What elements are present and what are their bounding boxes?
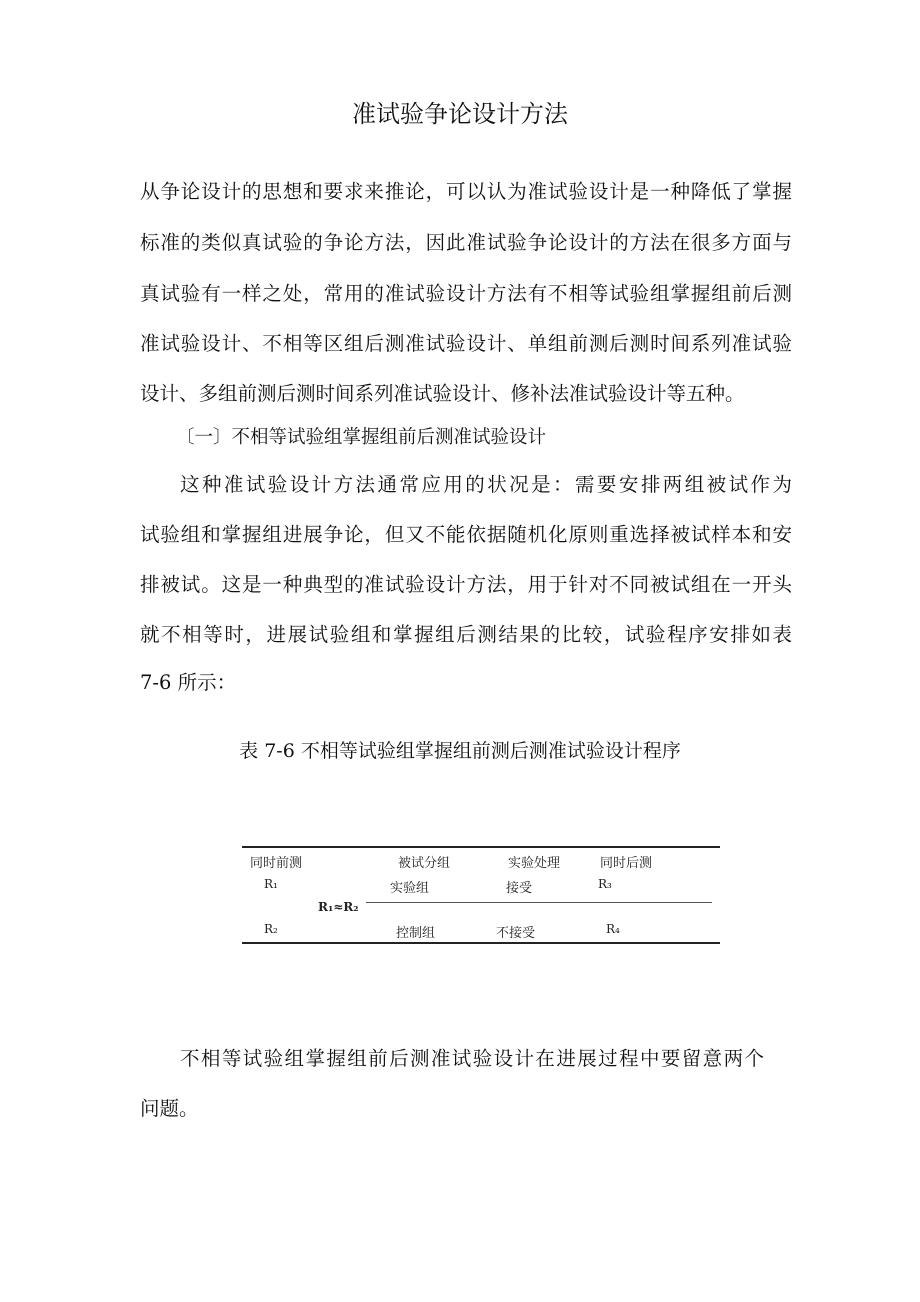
paragraph-line: 就不相等时，进展试验组和掌握组后测结果的比较，试验程序安排如表 [140, 623, 792, 646]
table-header: 同时后测 [600, 856, 653, 871]
table-cell: R₁ [264, 877, 278, 891]
intro-line: 准试验设计、不相等区组后测准试验设计、单组前测后测时间系列准试验 [140, 332, 792, 355]
paragraph-line: 问题。 [140, 1097, 199, 1120]
table-cell: 实验组 [390, 881, 430, 896]
intro-line: 标准的类似真试验的争论方法，因此准试验争论设计的方法在很多方面与 [140, 231, 792, 254]
table-cell: R₃ [598, 877, 612, 891]
table-cell: 接受 [506, 881, 533, 896]
table-cell: 控制组 [396, 926, 436, 941]
intro-line: 从争论设计的思想和要求来推论，可以认为准试验设计是一种降低了掌握 [140, 180, 792, 203]
intro-line: 真试验有一样之处，常用的准试验设计方法有不相等试验组掌握组前后测 [140, 282, 792, 305]
paragraph-line: 排被试。这是一种典型的准试验设计方法，用于针对不同被试组在一开头 [140, 573, 792, 596]
table-cell: 不接受 [496, 926, 536, 941]
table-header: 同时前测 [250, 856, 303, 871]
table-cell: R₂ [264, 922, 278, 936]
table-mid-rule [366, 902, 712, 903]
intro-line: 设计、多组前测后测时间系列准试验设计、修补法准试验设计等五种。 [140, 382, 745, 405]
paragraph-line: 这种准试验设计方法通常应用的状况是：需要安排两组被试作为 [180, 473, 792, 496]
page-title: 准试验争论设计方法 [352, 100, 568, 128]
paragraph-line: 7-6 所示： [140, 671, 237, 694]
paragraph-line: 试验组和掌握组进展争论，但又不能依据随机化原则重选择被试样本和安 [140, 523, 792, 546]
table-caption: 表 7-6 不相等试验组掌握组前测后测准试验设计程序 [239, 740, 681, 762]
equivalence-label: R₁≈R₂ [318, 900, 359, 914]
table-top-rule [242, 846, 720, 848]
paragraph-line: 不相等试验组掌握组前后测准试验设计在进展过程中要留意两个 [180, 1047, 764, 1070]
table-header: 实验处理 [508, 856, 561, 871]
table-bottom-rule [242, 942, 720, 944]
table-header: 被试分组 [398, 856, 451, 871]
table-cell: R₄ [606, 922, 620, 936]
section-heading: 〔一〕不相等试验组掌握组前后测准试验设计 [176, 427, 547, 448]
design-table [242, 846, 720, 944]
